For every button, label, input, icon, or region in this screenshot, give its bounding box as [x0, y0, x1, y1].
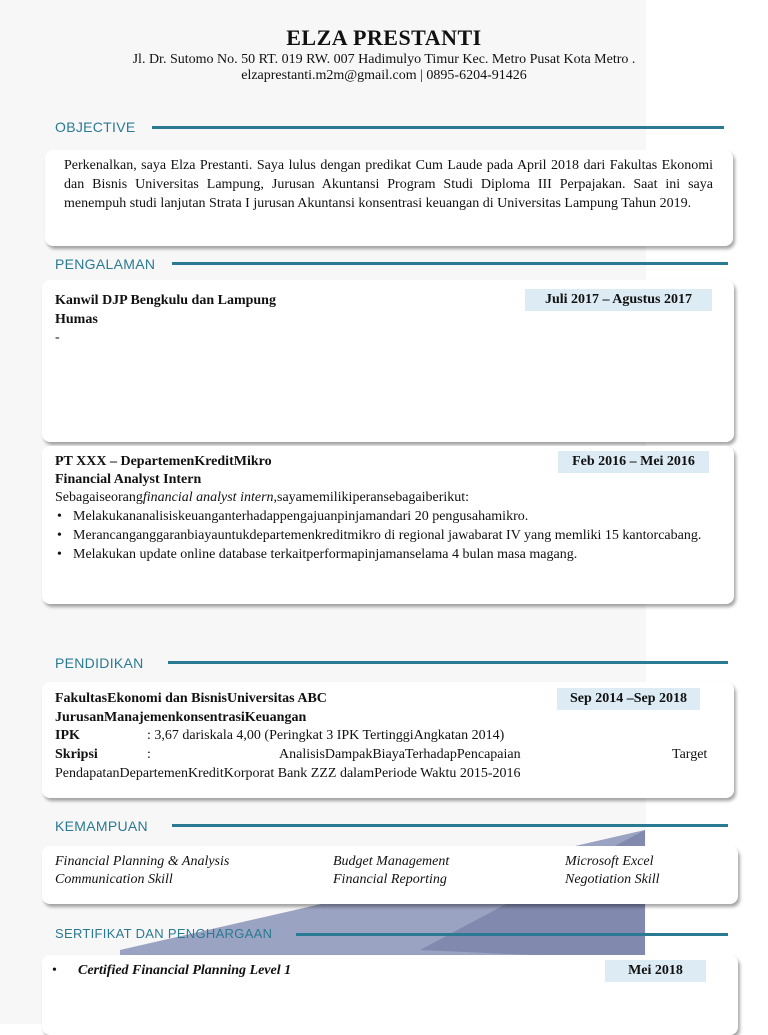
objective-text: Perkenalkan, saya Elza Prestanti. Saya lulus dengan predikat Cum Laude pada April 2018 dari Fakultas Ekonomi dan Bisnis Universitas Lampung, Jurusan Akuntansi Program Studi Diploma III Perpajakan. Saat ini saya menempuh studi lanjutan Strata I jurusan Akuntansi konsentrasi keuangan di Universitas Lampung Tahun 2019.	[64, 158, 713, 211]
contact-info: elzaprestanti.m2m@gmail.com | 0895-6204-91426	[241, 68, 527, 83]
thesis-colon: :	[147, 747, 151, 762]
experience-bullet-list	[55, 507, 712, 564]
address: Jl. Dr. Sutomo No. 50 RT. 019 RW. 007 Hadimulyo Timur Kec. Metro Pusat Kota Metro .	[132, 52, 636, 67]
bullet-icon: •	[52, 963, 57, 978]
list-item: • Melakukananalisiskeuanganterhadappengajuanpinjamandari 20 pengusahamikro.	[55, 507, 712, 526]
list-item: • Melakukan update online database terkaitperformapinjamanselama 4 bulan masa magang.	[55, 545, 712, 564]
section-title-skills: KEMAMPUAN	[55, 818, 148, 834]
education-major: JurusanManajemenkonsentrasiKeuangan	[55, 710, 307, 725]
experience-role: Humas	[55, 312, 98, 327]
skill-item: Microsoft Excel	[565, 854, 654, 869]
section-divider	[172, 262, 728, 265]
skill-item: Financial Planning & Analysis	[55, 854, 230, 869]
section-title-objective: OBJECTIVE	[55, 119, 136, 135]
ipk-label: IPK	[55, 728, 80, 743]
section-title-certificates: SERTIFIKAT DAN PENGHARGAAN	[55, 926, 273, 941]
ipk-value: : 3,67 dariskala 4,00 (Peringkat 3 IPK TertinggiAngkatan 2014)	[147, 728, 505, 743]
experience-intro: Sebagaiseorangfinancial analyst intern,sayamemilikiperansebagaiberikut:	[55, 490, 470, 505]
experience-description: -	[55, 330, 60, 345]
experience-date-badge: Feb 2016 – Mei 2016	[558, 451, 709, 473]
certificates-card	[42, 955, 738, 1035]
section-divider	[296, 933, 728, 936]
experience-role: Financial Analyst Intern	[55, 472, 202, 487]
education-date-badge: Sep 2014 –Sep 2018	[557, 688, 700, 710]
section-divider	[152, 126, 724, 129]
skills-card	[42, 846, 738, 904]
skill-item: Financial Reporting	[333, 872, 447, 887]
list-item: • Merancanganggaranbiayauntukdepartemenkreditmikro di regional jawabarat IV yang memliki 15 kantorcabang.	[55, 526, 712, 545]
experience-card-1	[42, 280, 734, 442]
skill-item: Budget Management	[333, 854, 450, 869]
experience-company: PT XXX – DepartemenKreditMikro	[55, 454, 272, 469]
section-divider	[172, 824, 728, 827]
resume-name: ELZA PRESTANTI	[286, 25, 482, 50]
thesis-title: AnalisisDampakBiayaTerhadapPencapaian	[279, 747, 521, 762]
section-title-education: PENDIDIKAN	[55, 655, 144, 671]
thesis-title-end: Target	[672, 747, 708, 762]
experience-company: Kanwil DJP Bengkulu dan Lampung	[55, 293, 276, 308]
education-school: FakultasEkonomi dan BisnisUniversitas ABC	[55, 691, 327, 706]
section-title-experience: PENGALAMAN	[55, 256, 156, 272]
education-card	[42, 682, 734, 798]
certificate-title: Certified Financial Planning Level 1	[78, 963, 292, 978]
experience-date-badge: Juli 2017 – Agustus 2017	[525, 289, 712, 311]
certificate-date-badge: Mei 2018	[605, 960, 706, 982]
skill-item: Communication Skill	[55, 872, 173, 887]
section-divider	[168, 661, 728, 664]
objective-card	[45, 150, 733, 246]
thesis-title-continued: PendapatanDepartemenKreditKorporat Bank ZZZ dalamPeriode Waktu 2015-2016	[55, 766, 521, 781]
skill-item: Negotiation Skill	[565, 872, 660, 887]
experience-card-2	[42, 446, 734, 604]
thesis-label: Skripsi	[55, 747, 98, 762]
